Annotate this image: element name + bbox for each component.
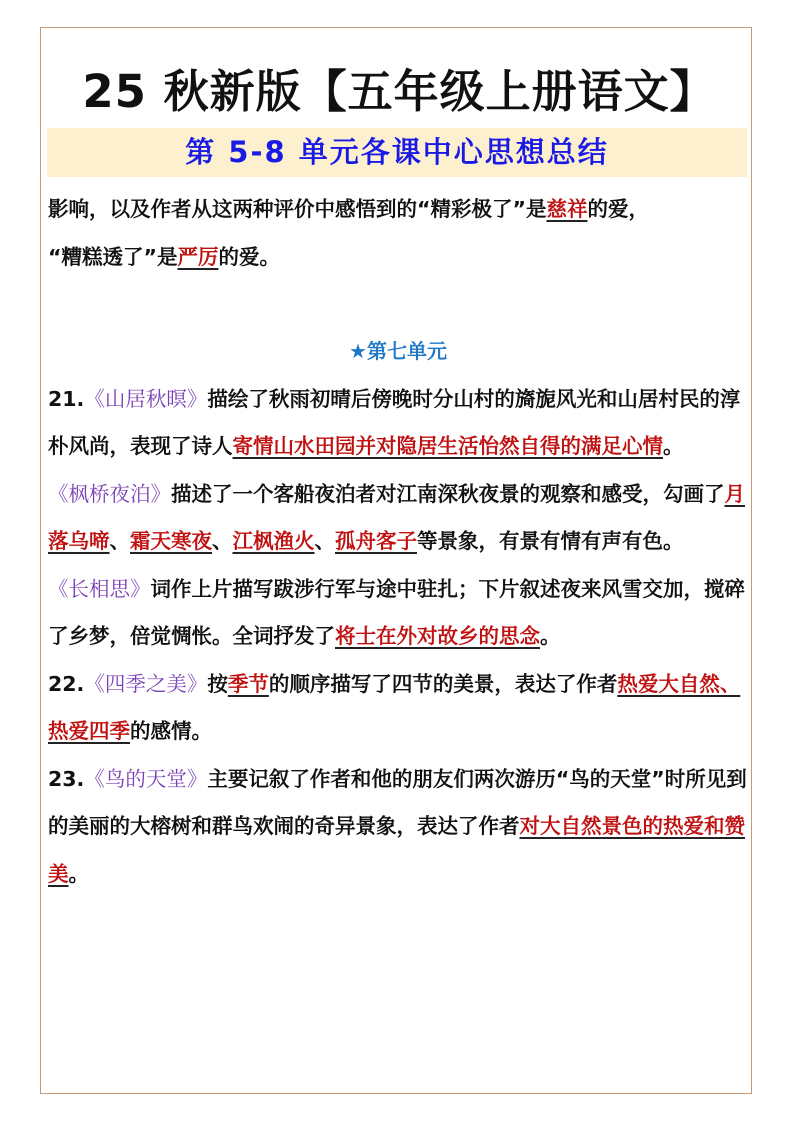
lesson-21-shanju-qiuming xyxy=(48,376,748,471)
book-title: 《四季之美》 xyxy=(84,671,208,696)
lesson-21-fengqiao-yebo xyxy=(48,471,748,566)
subtitle: 第 5-8 单元各课中心思想总结 xyxy=(185,135,609,169)
text: 等景象，有景有情有声有色。 xyxy=(417,529,684,553)
text: 词作上片描写跋涉行军与途中驻扎；下片叙述夜来风雪交加，搅碎了乡梦，倍觉惆怅。全词抒发了 xyxy=(48,576,745,648)
highlight-key-phrase: 热爱大自然、热爱四季 xyxy=(48,671,741,743)
lesson-number: 21. xyxy=(48,386,85,411)
highlight-key-phrase: 慈祥 xyxy=(546,197,588,221)
text: 的感情。 xyxy=(130,719,212,743)
text: 。 xyxy=(540,624,561,648)
text: 、 xyxy=(314,529,335,553)
lesson-22-siji-zhimei xyxy=(48,661,748,756)
text: 按 xyxy=(207,671,228,696)
text: 影响，以及作者从这两种评价中感悟到的“精彩极了”是 xyxy=(48,197,547,221)
text: 。 xyxy=(663,434,684,458)
text: 、 xyxy=(212,529,233,553)
highlight-key-phrase: 孤舟客子 xyxy=(335,529,417,553)
text: 的爱， xyxy=(587,197,649,221)
highlight-key-phrase: 对大自然景色的热爱和赞美 xyxy=(48,814,745,886)
highlight-key-phrase: 月落乌啼 xyxy=(48,481,745,553)
text: 。 xyxy=(68,861,89,886)
highlight-key-phrase: 江枫渔火 xyxy=(232,529,315,553)
text: 描绘了秋雨初晴后傍晚时分山村的旖旎风光和山居村民的淳朴风尚，表现了诗人 xyxy=(48,386,741,458)
text: 、 xyxy=(109,529,130,553)
lesson-21-changxiangsi xyxy=(48,566,748,661)
text: 描述了一个客船夜泊者对江南深秋夜景的观察和感受，勾画了 xyxy=(171,481,725,506)
book-title: 《山居秋暝》 xyxy=(84,386,208,411)
highlight-key-phrase: 寄情山水田园并对隐居生活怡然自得的满足心情 xyxy=(232,434,663,458)
document-body xyxy=(48,186,748,898)
text: “糟糕透了”是 xyxy=(48,244,178,269)
subtitle-banner xyxy=(47,128,747,177)
document-title: 25 秋新版【五年级上册语文】 xyxy=(82,65,716,118)
book-title: 《鸟的天堂》 xyxy=(84,766,208,791)
unit-heading: ★第七单元 xyxy=(349,339,447,363)
lesson-number: 22. xyxy=(48,671,85,696)
text: 主要记叙了作者和他的朋友们两次游历“鸟的天堂”时所见到的美丽的大榕树和群鸟欢闹的奇异景象，表达了作者 xyxy=(48,766,747,838)
book-title: 《长相思》 xyxy=(48,576,151,601)
highlight-key-phrase: 季节 xyxy=(227,671,269,696)
highlight-key-phrase: 将士在外对故乡的思念 xyxy=(335,624,540,648)
highlight-key-phrase: 霜天寒夜 xyxy=(130,529,212,553)
lesson-23-niao-de-tiantang xyxy=(48,756,748,899)
text: 的爱。 xyxy=(218,244,280,269)
highlight-key-phrase: 严厉 xyxy=(177,244,219,269)
text: 的顺序描写了四节的美景，表达了作者 xyxy=(268,671,618,696)
book-title: 《枫桥夜泊》 xyxy=(48,481,171,506)
lesson-number: 23. xyxy=(48,766,85,791)
intro-paragraph xyxy=(48,186,748,281)
